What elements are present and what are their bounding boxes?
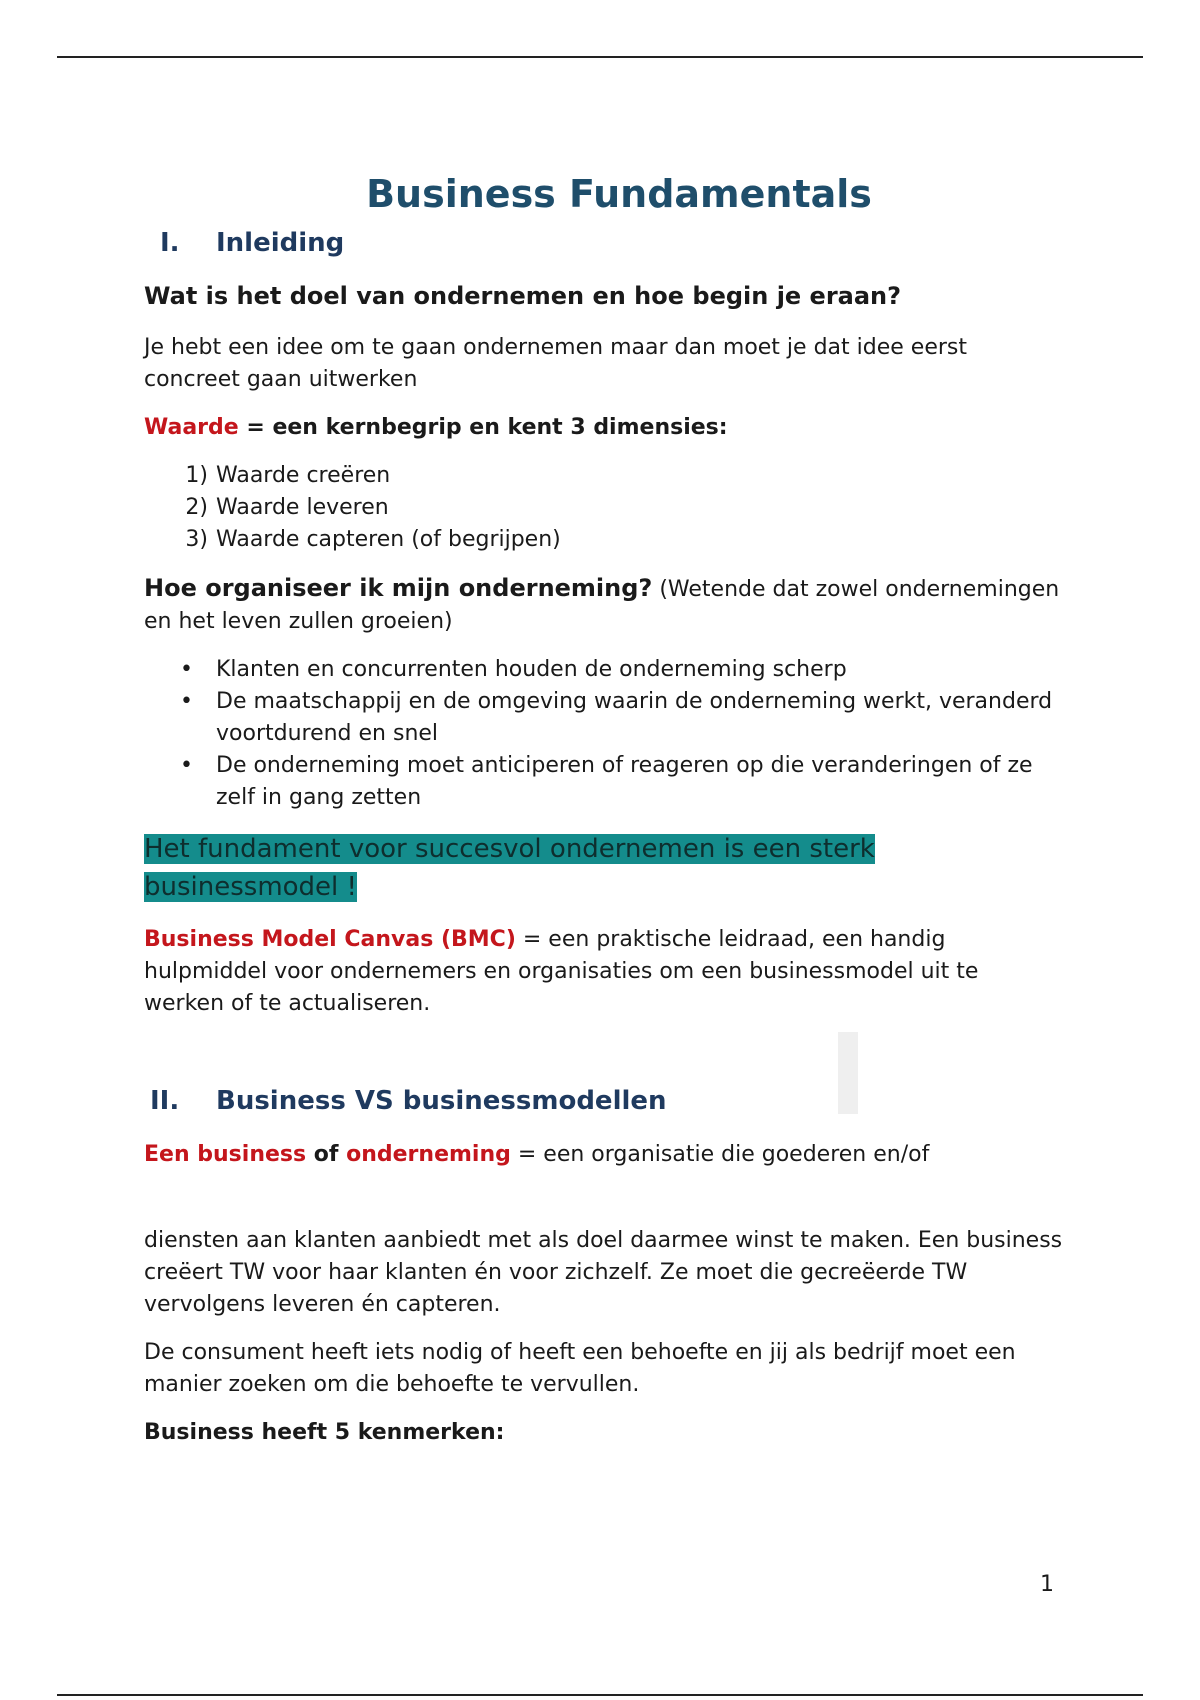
list-item: • Klanten en concurrenten houden de onderneming scherp: [180, 656, 847, 682]
list-item: 3) Waarde capteren (of begrijpen): [185, 526, 561, 552]
bmc-term: Business Model Canvas (BMC): [144, 926, 516, 952]
question-organiseer-bold: Hoe organiseer ik mijn onderneming?: [144, 573, 653, 602]
bullet-list: [144, 654, 1064, 814]
question-organiseer: [144, 572, 1064, 638]
business-definition-continued: diensten aan klanten aanbiedt met als doel daarmee winst te maken. Een business creëert TW voor haar klanten én voor zichzelf. Ze moet die gecreëerde TW vervolgens leveren én capteren.: [144, 1228, 1063, 1318]
question-organiseer-note: (Wetende dat zowel ondernemingen en het leven zullen groeien): [144, 576, 1060, 634]
section-1-number: I.: [160, 227, 180, 258]
waarde-term: Waarde: [144, 414, 239, 440]
list-item: • De maatschappij en de omgeving waarin de onderneming werkt, veranderd voortdurend en snel: [180, 688, 1053, 746]
section-2-heading: [144, 1086, 1064, 1117]
document-body: [144, 172, 1064, 1465]
section-1-title: Inleiding: [216, 227, 345, 258]
section-2-title: Business VS businessmodellen: [216, 1085, 667, 1116]
consumer-paragraph: De consument heeft iets nodig of heeft een behoefte en jij als bedrijf moet een manier zoeken om die behoefte te vervullen.: [144, 1340, 1016, 1398]
footer-rule: [57, 1694, 1143, 1696]
highlighted-statement: Het fundament voor succesvol ondernemen is een sterk businessmodel !: [144, 833, 875, 902]
kenmerken-heading: Business heeft 5 kenmerken:: [144, 1420, 505, 1446]
list-item: 1) Waarde creëren: [185, 462, 391, 488]
dimensions-list: [144, 460, 1064, 556]
question-doel: Wat is het doel van ondernemen en hoe begin je eraan?: [144, 281, 902, 310]
page-number: 1: [1040, 1572, 1054, 1597]
bmc-definition: [144, 924, 1064, 1020]
list-item: • De onderneming moet anticiperen of reageren op die veranderingen of ze zelf in gang zetten: [180, 752, 1033, 810]
document-title: Business Fundamentals: [366, 172, 872, 216]
list-item: 2) Waarde leveren: [185, 494, 389, 520]
section-1-heading: [144, 228, 1064, 259]
section-2-number: II.: [150, 1085, 180, 1116]
waarde-definition: [144, 412, 1064, 444]
waarde-rest: = een kernbegrip en kent 3 dimensies:: [238, 414, 728, 440]
bmc-rest: = een praktische leidraad, een handig hulpmiddel voor ondernemers en organisaties om een businessmodel uit te werken of te actualiseren.: [144, 926, 979, 1016]
header-rule: [57, 56, 1143, 58]
business-term: Een business: [144, 1142, 307, 1168]
onderneming-term: onderneming: [346, 1142, 511, 1168]
intro-paragraph: Je hebt een idee om te gaan ondernemen maar dan moet je dat idee eerst concreet gaan uitwerken: [144, 334, 967, 392]
text-gap-marker: [838, 1032, 858, 1114]
business-definition: Een business of onderneming = een organisatie die goederen en/of: [144, 1142, 930, 1168]
